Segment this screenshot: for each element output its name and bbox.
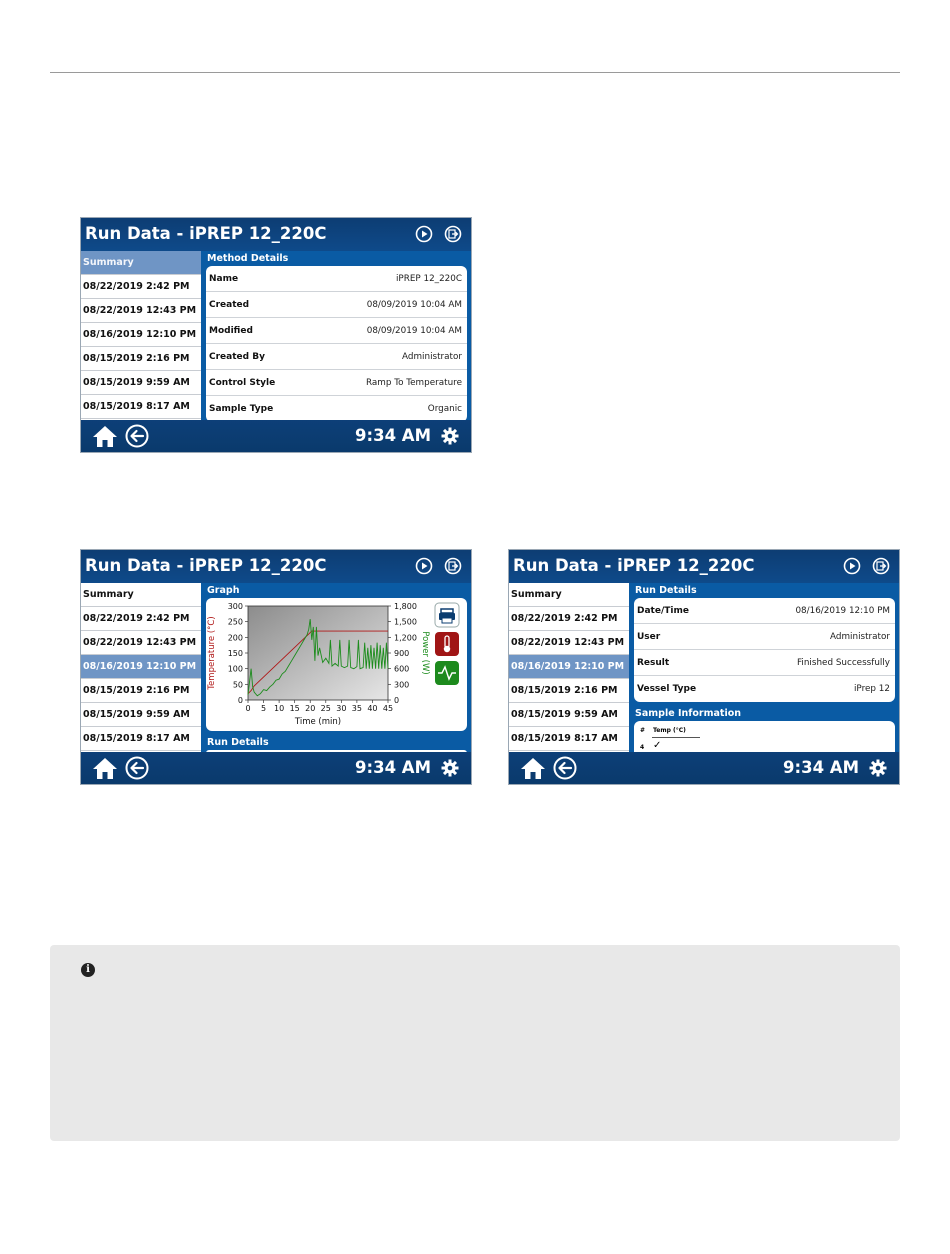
detail-value: 08/09/2019 10:04 AM <box>366 299 462 310</box>
run-list-sidebar <box>81 251 201 422</box>
sidebar-item-run[interactable]: 08/15/2019 2:16 PM <box>509 679 629 703</box>
back-icon[interactable] <box>125 424 149 448</box>
home-icon[interactable] <box>92 756 118 780</box>
detail-key: Control Style <box>209 377 276 388</box>
detail-key: Sample Type <box>209 404 274 414</box>
x-tick-label: 25 <box>320 704 331 713</box>
x-tick-label: 35 <box>351 704 362 713</box>
content-pane <box>631 583 899 754</box>
export-icon[interactable] <box>444 225 462 243</box>
method-details-card <box>206 266 467 422</box>
title-bar <box>81 550 471 583</box>
sidebar-item-run[interactable]: 08/15/2019 9:59 AM <box>81 371 201 395</box>
detail-row <box>206 266 467 292</box>
play-icon[interactable] <box>415 225 433 243</box>
detail-key: Result <box>637 657 670 668</box>
sidebar-item-run[interactable]: 08/15/2019 9:59 AM <box>81 703 201 727</box>
y2-tick-label: 1,800 <box>394 602 417 611</box>
back-icon[interactable] <box>125 756 149 780</box>
temperature-toggle-button[interactable] <box>435 632 459 656</box>
run-data-screen-method-details <box>80 217 472 453</box>
y-tick-label: 50 <box>232 680 243 690</box>
sidebar-item-run[interactable]: 08/22/2019 12:43 PM <box>509 631 629 655</box>
back-icon[interactable] <box>553 756 577 780</box>
sample-header-rule <box>652 737 700 738</box>
sidebar-item-summary[interactable]: Summary <box>81 251 201 275</box>
x-tick-label: 5 <box>261 704 267 713</box>
x-tick-label: 15 <box>289 704 300 713</box>
detail-row <box>634 624 895 650</box>
y2-tick-label: 1,200 <box>394 633 417 643</box>
footer-bar <box>81 752 471 784</box>
detail-value: iPrep 12 <box>853 684 890 694</box>
title-bar <box>509 550 899 583</box>
y2-tick-label: 1,500 <box>394 617 417 627</box>
y2-axis-label: Power (W) <box>420 631 430 675</box>
sidebar-item-summary[interactable]: Summary <box>509 583 629 607</box>
detail-key: Modified <box>209 325 253 336</box>
sidebar-item-run[interactable]: 08/15/2019 2:16 PM <box>81 679 201 703</box>
check-icon: ✓ <box>653 740 662 751</box>
screen-title: Run Data - iPREP 12_220C <box>85 556 327 575</box>
gear-icon[interactable] <box>869 759 887 777</box>
power-toggle-button[interactable] <box>435 661 459 685</box>
y2-tick-label: 900 <box>394 649 410 658</box>
x-tick-label: 30 <box>336 704 347 713</box>
sample-col-temp: Temp (°C) <box>653 727 686 734</box>
content-pane <box>203 583 471 754</box>
detail-row <box>206 292 467 318</box>
section-heading: Run Details <box>635 585 697 596</box>
export-icon[interactable] <box>872 557 890 575</box>
sidebar-item-run[interactable]: 08/15/2019 2:16 PM <box>81 347 201 371</box>
sidebar-item-run[interactable]: 08/15/2019 8:17 AM <box>509 727 629 751</box>
sample-col-num: # <box>640 727 646 734</box>
info-icon: i <box>81 963 95 977</box>
clock: 9:34 AM <box>355 426 431 445</box>
detail-row <box>206 370 467 396</box>
sidebar-item-run[interactable]: 08/22/2019 2:42 PM <box>509 607 629 631</box>
x-tick-label: 45 <box>382 704 394 713</box>
content-pane <box>203 251 471 422</box>
detail-key: Created <box>209 299 250 310</box>
title-bar <box>81 218 471 251</box>
detail-key: User <box>637 631 661 642</box>
sample-info-card <box>634 721 895 754</box>
footer-bar <box>81 420 471 452</box>
run-details-card <box>634 598 895 702</box>
detail-value: 08/09/2019 10:04 AM <box>366 325 462 336</box>
sidebar-item-run-selected[interactable]: 08/16/2019 12:10 PM <box>81 655 201 679</box>
sidebar-item-run[interactable]: 08/16/2019 12:10 PM <box>81 323 201 347</box>
detail-value: Administrator <box>830 631 890 642</box>
detail-value: iPREP 12_220C <box>395 273 462 284</box>
gear-icon[interactable] <box>441 759 459 777</box>
y-tick-label: 150 <box>227 649 243 658</box>
top-divider <box>50 72 900 73</box>
detail-row <box>634 650 895 676</box>
y-tick-label: 200 <box>227 633 243 643</box>
y2-tick-label: 0 <box>394 696 400 705</box>
screen-title: Run Data - iPREP 12_220C <box>85 224 327 243</box>
sidebar-item-run[interactable]: 08/15/2019 8:17 AM <box>81 395 201 419</box>
temperature-power-chart <box>206 598 467 731</box>
section-heading: Sample Information <box>635 708 741 719</box>
x-axis-label: Time (min) <box>294 717 342 727</box>
x-tick-label: 40 <box>367 704 378 713</box>
detail-value: Finished Successfully <box>796 657 890 668</box>
detail-value: Ramp To Temperature <box>365 377 462 388</box>
detail-key: Name <box>209 273 239 284</box>
sidebar-item-run[interactable]: 08/22/2019 2:42 PM <box>81 275 201 299</box>
clock: 9:34 AM <box>355 758 431 777</box>
detail-row <box>206 396 467 422</box>
gear-icon[interactable] <box>441 427 459 445</box>
y-tick-label: 300 <box>227 602 243 611</box>
y-axis-label: Temperature (°C) <box>207 616 217 690</box>
x-tick-label: 10 <box>274 704 285 713</box>
detail-value: Administrator <box>402 351 462 362</box>
detail-key: Vessel Type <box>637 684 697 694</box>
print-button[interactable] <box>435 603 459 627</box>
graph-card <box>206 598 467 731</box>
y2-tick-label: 600 <box>394 664 410 674</box>
x-tick-label: 0 <box>245 704 251 713</box>
y2-tick-label: 300 <box>394 680 410 690</box>
note-box <box>50 945 900 1141</box>
detail-value: 08/16/2019 12:10 PM <box>795 605 890 616</box>
home-icon[interactable] <box>92 424 118 448</box>
sidebar-item-run[interactable]: 08/15/2019 8:17 AM <box>81 727 201 751</box>
run-list-sidebar <box>81 583 201 754</box>
detail-row <box>634 676 895 702</box>
detail-row <box>206 318 467 344</box>
sidebar-item-run[interactable]: 08/22/2019 12:43 PM <box>81 299 201 323</box>
detail-row <box>634 598 895 624</box>
y-tick-label: 250 <box>227 617 243 627</box>
sidebar-item-summary[interactable]: Summary <box>81 583 201 607</box>
screen-title: Run Data - iPREP 12_220C <box>513 556 755 575</box>
home-icon[interactable] <box>520 756 546 780</box>
play-icon[interactable] <box>415 557 433 575</box>
run-list-sidebar <box>509 583 629 754</box>
run-data-screen-graph <box>80 549 472 785</box>
detail-row <box>206 344 467 370</box>
footer-bar <box>509 752 899 784</box>
play-icon[interactable] <box>843 557 861 575</box>
sidebar-item-run[interactable]: 08/22/2019 12:43 PM <box>81 631 201 655</box>
sidebar-item-run[interactable]: 08/22/2019 2:42 PM <box>81 607 201 631</box>
sample-row-num: 4 <box>640 744 645 751</box>
sidebar-item-run-selected[interactable]: 08/16/2019 12:10 PM <box>509 655 629 679</box>
run-data-screen-run-details <box>508 549 900 785</box>
section-heading: Method Details <box>207 253 289 264</box>
y-tick-label: 0 <box>237 696 243 705</box>
y-tick-label: 100 <box>227 664 243 674</box>
x-tick-label: 20 <box>305 704 316 713</box>
sidebar-item-run[interactable]: 08/15/2019 9:59 AM <box>509 703 629 727</box>
clock: 9:34 AM <box>783 758 859 777</box>
detail-key: Date/Time <box>637 605 689 616</box>
detail-key: Created By <box>209 351 265 362</box>
section-heading: Graph <box>207 585 240 596</box>
section-heading: Run Details <box>207 737 269 748</box>
detail-value: Organic <box>427 404 462 414</box>
export-icon[interactable] <box>444 557 462 575</box>
